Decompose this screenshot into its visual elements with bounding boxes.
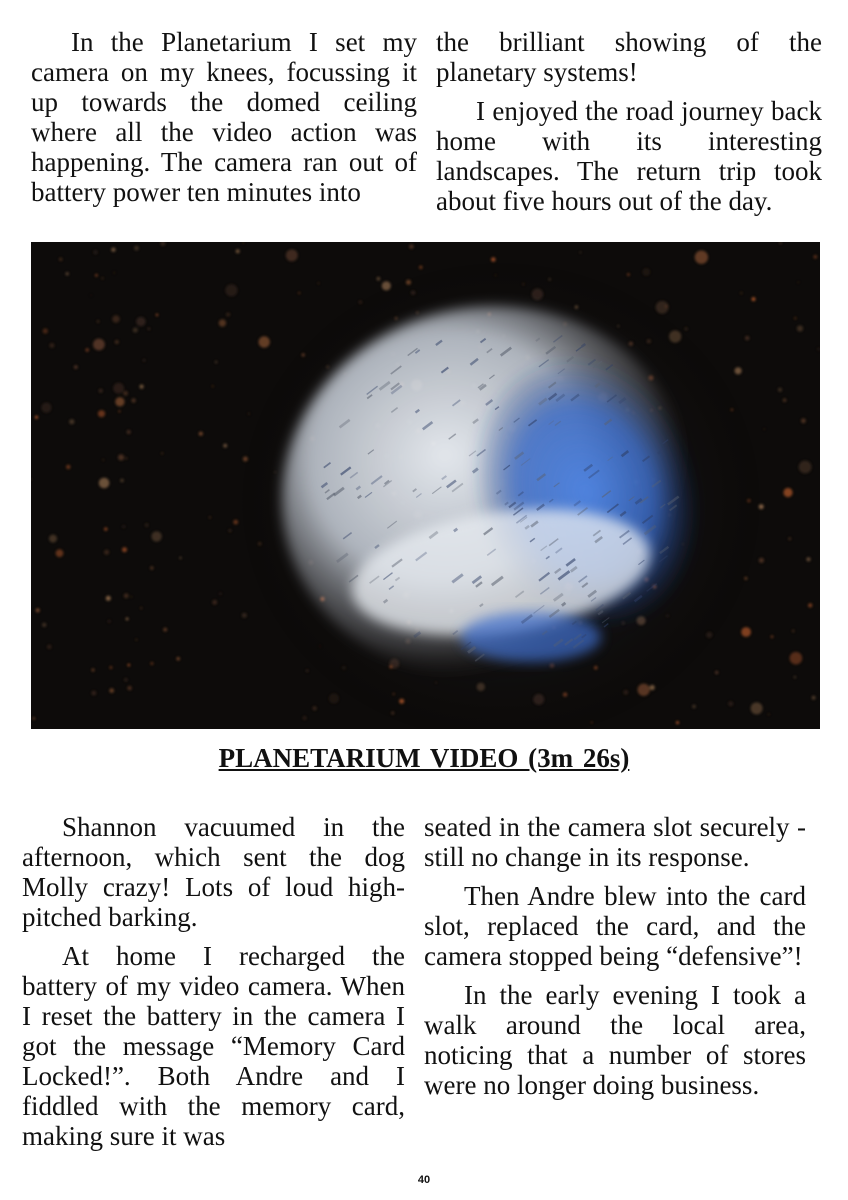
planetarium-video-still xyxy=(31,242,820,729)
page-number: 40 xyxy=(417,1174,431,1186)
paragraph-vacuum-dog: Shannon vacuumed in the afternoon, which sent the dog Molly crazy! Lots of loud high-pitched barking. xyxy=(22,812,405,932)
paragraph-planetary-systems: the brilliant showing of the planetary systems! xyxy=(436,27,822,87)
paragraph-road-journey: I enjoyed the road journey back home with its interesting landscapes. The return trip took about five hours out of the day. xyxy=(436,96,822,216)
paragraph-battery-recharge: At home I recharged the battery of my video camera. When I reset the battery in the camera I got the message “Memory Card Locked!”. Both Andre and I fiddled with the memory card, making sure it was xyxy=(22,941,405,1151)
text-column-bottom-left xyxy=(22,812,405,1151)
paragraph-camera-slot: seated in the camera slot securely - still no change in its response. xyxy=(424,812,806,872)
text-column-bottom-right xyxy=(424,812,806,1100)
text-column-top-left xyxy=(31,27,417,207)
paragraph-evening-walk: In the early evening I took a walk around the local area, noticing that a number of stores were no longer doing business. xyxy=(424,980,806,1100)
paragraph-card-slot: Then Andre blew into the card slot, replaced the card, and the camera stopped being “defensive”! xyxy=(424,881,806,971)
planet-image xyxy=(31,242,820,729)
text-column-top-right xyxy=(436,27,822,216)
figure-caption: PLANETARIUM VIDEO (3m 26s) xyxy=(218,743,630,773)
paragraph-planetarium-camera: In the Planetarium I set my camera on my knees, focussing it up towards the domed ceiling where all the video action was happening. The camera ran out of battery power ten minutes into xyxy=(31,27,417,207)
